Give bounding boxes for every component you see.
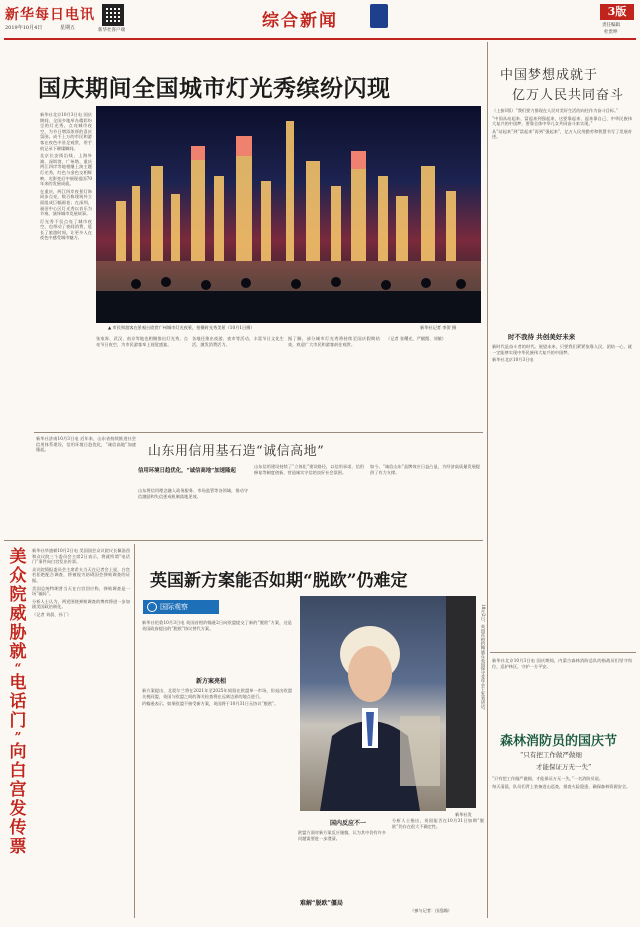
us-paragraph: 新华社华盛顿10月2日电 美国国会众议院议长佩洛西和众议院三个委员会主席2日表示，将就所谓“电话门”事件向白宫发出传票。 [32, 548, 130, 565]
lead-photo-caption: ▲ 市民和游客在景观台欣赏广州城市灯光夜景，拍摄时光秀美景（10月1日摄） [108, 325, 255, 330]
us-byline: （记者 刘晨、孙丁） [32, 611, 72, 617]
column-divider [134, 544, 135, 918]
xinhua-logo-icon [370, 4, 388, 28]
us-headline-char: 宫 [9, 780, 27, 800]
speaker-portrait-graphic [300, 596, 446, 811]
side-story-body-2 [492, 344, 632, 649]
column-divider [487, 42, 488, 918]
section-divider [34, 432, 483, 433]
shandong-paragraph: 如今，“诚信山东”品牌效应日益凸显，为经济高质量发展提供了有力支撑。 [370, 464, 480, 475]
lead-paragraph: 各地还推出夜游、夜市等活动，丰富节日文化生活，激发消费活力。 [192, 336, 284, 347]
us-headline-char: 话 [9, 692, 27, 712]
uk-body-col1b [142, 688, 292, 918]
firefighter-paragraph: 每天清晨，队员们背上装备进山巡查，排查火险隐患，确保森林资源安全。 [492, 783, 631, 789]
lead-photo [96, 106, 481, 323]
masthead-rule [4, 38, 636, 40]
lead-headline: 国庆期间全国城市灯光秀缤纷闪现 [38, 75, 391, 102]
firefighter-paragraph: “只有把工作做严做细，才能保证万无一失。”一名消防员说。 [492, 776, 604, 781]
uk-photo-credit: 新华社发 [455, 812, 472, 817]
lead-body-col2 [96, 336, 188, 426]
shandong-subhead: 信用环境日趋优化，“诚信高地”加速隆起 [138, 468, 236, 474]
uk-paragraph: 分析人士指出，英国能否在10月31日如期“脱欧”仍存在很大不确定性。 [392, 818, 484, 829]
editor-label: 责任编辑 [602, 23, 620, 28]
masthead-weekday: 星期五 [60, 25, 76, 31]
firefighter-subhead-line2: 才能保证万无一失” [536, 763, 592, 771]
side-subheadline: 时不我待 共创美好未来 [508, 333, 576, 341]
page-number: 3版 [607, 5, 627, 18]
us-headline-char: “ [14, 661, 22, 675]
lead-body-col4 [288, 336, 380, 426]
us-headline-char: 票 [9, 837, 27, 857]
shandong-paragraph: 新华社济南10月3日电 近年来，山东省持续推进社会信用体系建设，信用环境日趋优化，“诚信高地”加速隆起。 [36, 436, 136, 453]
lead-body-col5 [386, 336, 482, 426]
uk-headline: 英国新方案能否如期“脱欧”仍难定 [150, 571, 408, 591]
lead-body-col1 [40, 112, 92, 432]
intl-observation-badge [143, 600, 219, 614]
lead-paragraph: 北京长安街沿线、上海外滩、深圳湾、广州塔、重庆两江四岸等地相继上演主题灯光秀，红色与金色交相辉映，光影变幻中展现祖国70年来的发展成就。 [40, 153, 92, 187]
uk-paragraph: 约翰逊表示，如果欧盟不接受新方案，英国将于10月31日无协议“脱欧”。 [142, 701, 279, 707]
uk-photo-main [300, 596, 446, 811]
uk-subhead-2: 国内反应不一 [330, 820, 367, 827]
uk-paragraph: 欧盟方面对新方案反应谨慎，认为其中仍有许多问题需要进一步澄清。 [298, 830, 386, 841]
us-headline-char: 美 [9, 547, 27, 567]
side-paragraph: （上接1版）“我们要力推现在人民对美好生活的向往作为奋斗目标。” [492, 108, 619, 113]
shandong-paragraph: 山东将信用理念融入政务服务、市场监管等各领域，推动守信激励和失信惩戒机制落地见效。 [138, 488, 248, 499]
us-headline-char: 白 [9, 761, 27, 781]
uk-body-col2 [298, 830, 386, 900]
us-headline-char: 电 [9, 673, 27, 693]
page-number-box [600, 4, 634, 20]
lead-paragraph: 据了解，部分城市灯光秀将持续至国庆假期结束，欢迎广大市民和游客前往观赏。 [288, 336, 380, 347]
us-headline-char: 发 [9, 799, 27, 819]
us-vertical-headline [7, 548, 29, 857]
us-paragraph: 美国总统特朗普当天在白宫回应称，弹劾调查是一场“骗局”。 [32, 585, 130, 597]
side-paragraph: 新时代是奋斗者的时代。展望未来，只要我们紧紧依靠人民，团结一心，就一定能够实现中华民族伟大复兴的中国梦。 [492, 344, 632, 355]
uk-photo-caption: 10月2日，英国首相约翰逊在英国保守党年会上发表讲话。 [481, 604, 486, 713]
intl-observation-label: 国际观察 [160, 603, 188, 611]
city-skyline-graphic [96, 106, 481, 323]
firefighter-paragraph: 新华社北京10月3日电 国庆期间，内蒙古森林消防总队的指战员们坚守岗位，巡护林区，守护一方平安。 [492, 658, 632, 669]
us-headline-char: 门 [9, 711, 27, 731]
masthead-date: 2019年10月4日 [5, 25, 43, 31]
us-headline-char: ” [14, 730, 22, 744]
firefighter-subhead-line1: “只有把工作做严做细 [520, 751, 582, 759]
side-paragraph: “中国从站起来、富起来到强起来，这要靠起来、起来靠自己、中华民族伟大复兴的中国梦，要靠全体中华儿女共同奋斗来实现。” [492, 115, 632, 127]
lead-paragraph: 在重庆，两江四岸夜景灯饰同步点亮，数百栋建筑外立面组成巨幅画卷；在深圳，福田中心区灯光秀以音乐为节奏，演绎城市发展故事。 [40, 188, 92, 217]
uk-body-col3 [392, 818, 484, 906]
firefighter-headline: 森林消防员的国庆节 [500, 734, 618, 749]
firefighter-body [492, 776, 632, 916]
us-paragraph: 众议院情报委员会主席希夫当天在记者会上说，白宫若拒绝配合调查，将被视为妨碍国会弹劾调查的证据。 [32, 566, 130, 583]
us-headline-char: 向 [9, 742, 27, 762]
us-headline-char: 就 [9, 642, 27, 662]
section-divider [4, 540, 483, 541]
firefighter-body-top [492, 658, 632, 724]
uk-photo [446, 596, 476, 808]
shandong-body-col2 [138, 488, 248, 534]
shandong-paragraph: 山东信用建设持续了“立体化”建设路径，以信用承诺、信用修复等制度创新，营造诚实守信的良好社会氛围。 [254, 464, 364, 475]
lead-paragraph: 张家界、武汉、南京等地也相继推出灯光秀，点亮节日夜空，为市民游客奉上视觉盛宴。 [96, 336, 188, 347]
shandong-body-col1 [36, 436, 136, 502]
us-headline-char: 众 [9, 566, 27, 586]
us-headline-char: 院 [9, 585, 27, 605]
masthead-logo: 新华每日电讯 [5, 7, 95, 23]
side-story-body [492, 108, 632, 328]
app-label: 新华社客户端 [98, 28, 125, 33]
lead-paragraph: 新华社北京10月3日电 国庆期间，全国多地举办精彩纷呈的灯光秀，点亮城市夜空，为节日增添浓厚的喜庆氛围。成千上万的市民和游客在夜色中驻足观赏，用手机记录下璀璨瞬间。 [40, 112, 92, 151]
uk-byline: （参与记者：田泓翰） [410, 908, 452, 913]
us-story-body [32, 548, 130, 918]
uk-subhead-1: 新方案亮相 [196, 678, 227, 685]
side-byline: 新华社北京10月3日电 [492, 357, 534, 363]
side-headline-line2: 亿万人民共同奋斗 [512, 88, 625, 103]
us-headline-char: 威 [9, 604, 27, 624]
uk-paragraph: 新华社伦敦10月3日电 英国首相约翰逊2日向欧盟提交了新的“脱欧”方案，这是英国政府提出的“脱欧”协议替代方案。 [142, 620, 292, 631]
section-divider [490, 652, 636, 653]
editor-name: 杜贵坤 [604, 30, 618, 35]
us-paragraph: 分析人士认为，两党围绕弹劾调查的博弈将进一步加剧美国政治极化。 [32, 598, 130, 610]
qr-code-icon[interactable] [102, 4, 124, 26]
uk-paragraph: 新方案提出，北爱尔兰将在2021年至2025年间留在欧盟单一市场，但退出欧盟关税同盟，英国与欧盟之间的海关检查将在远离边界的地点进行。 [142, 688, 292, 699]
lead-body-col3 [192, 336, 284, 426]
side-headline-line1: 中国梦想成就于 [500, 68, 599, 83]
shandong-body-col4 [370, 464, 480, 534]
lead-photo-credit: 新华社记者 李贺 摄 [420, 325, 457, 330]
section-title: 综合新闻 [262, 11, 338, 31]
masthead [0, 0, 640, 38]
us-headline-char: 传 [9, 818, 27, 838]
lead-byline: （记者 张曙光、严赋憬、刘敏） [386, 336, 446, 341]
lead-paragraph: 灯光秀不仅点亮了城市夜空，也带动了夜间消费，延长了旅游时间，让更多人在夜色中感受城市魅力。 [40, 218, 92, 241]
shandong-headline: 山东用信用基石造“诚信高地” [148, 444, 325, 459]
shandong-body-col3 [254, 464, 364, 534]
uk-body-col1 [142, 620, 292, 672]
globe-icon [147, 602, 157, 612]
side-paragraph: 从“站起来”到“富起来”再到“强起来”，亿万人民用勤劳和智慧书写了发展奇迹。 [492, 128, 632, 140]
uk-subhead-3: 难解“脱欧”僵局 [300, 900, 343, 907]
us-headline-char: 胁 [9, 623, 27, 643]
